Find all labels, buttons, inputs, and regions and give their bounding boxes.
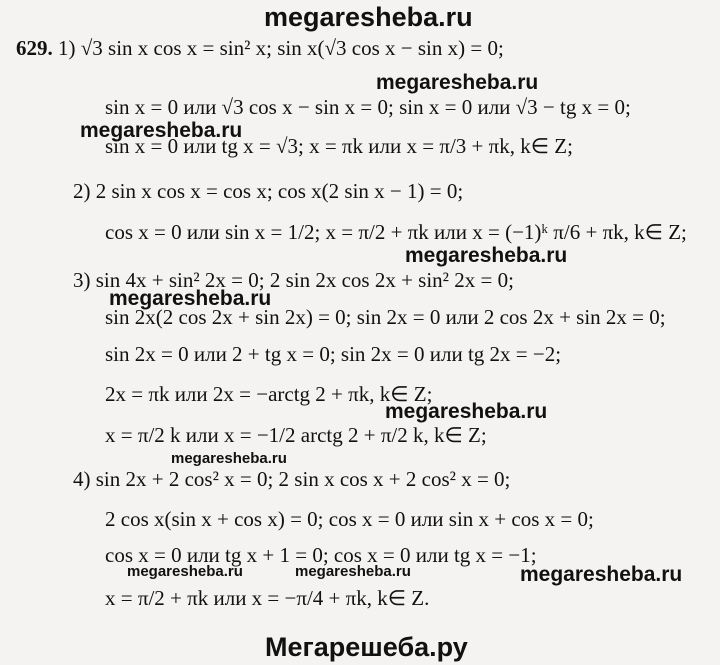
watermark: megaresheba.ru [171,450,287,467]
math-line: cos x = 0 или tg x + 1 = 0; cos x = 0 или tg x = −1; [105,543,537,567]
watermark: megaresheba.ru [520,563,683,586]
watermark: megaresheba.ru [385,400,548,423]
math-line: x = π/2 k или x = −1/2 arctg 2 + π/2 k, k∈ Z; [105,423,487,447]
watermark-bottom: Мегарешеба.ру [265,632,468,662]
math-line: sin 2x(2 cos 2x + sin 2x) = 0; sin 2x = 0 или 2 cos 2x + sin 2x = 0; [105,305,666,329]
watermark-top: megaresheba.ru [264,2,473,32]
math-line: sin 2x = 0 или 2 + tg x = 0; sin 2x = 0 или tg 2x = −2; [105,342,562,366]
watermark: megaresheba.ru [376,71,539,94]
watermark: megaresheba.ru [127,563,243,580]
watermark: megaresheba.ru [109,287,272,310]
watermark: megaresheba.ru [405,244,568,267]
watermark: megaresheba.ru [80,119,243,142]
problem-line-1 [16,38,504,59]
math-line: cos x = 0 или sin x = 1/2; x = π/2 + πk или x = (−1)ᵏ π/6 + πk, k∈ Z; [105,220,687,244]
math-line: x = π/2 + πk или x = −π/4 + πk, k∈ Z. [105,586,430,610]
math-line: 2 cos x(sin x + cos x) = 0; cos x = 0 или sin x + cos x = 0; [105,507,594,531]
math-line: 2x = πk или 2x = −arctg 2 + πk, k∈ Z; [105,382,433,406]
math-line: 3) sin 4x + sin² 2x = 0; 2 sin 2x cos 2x + sin² 2x = 0; [73,268,514,292]
math-line: 2) 2 sin x cos x = cos x; cos x(2 sin x − 1) = 0; [73,179,464,203]
watermark: megaresheba.ru [295,563,411,580]
math-line: sin x = 0 или √3 cos x − sin x = 0; sin x = 0 или √3 − tg x = 0; [105,95,631,119]
math-line: 4) sin 2x + 2 cos² x = 0; 2 sin x cos x + 2 cos² x = 0; [73,467,511,491]
math-line: sin x = 0 или tg x = √3; x = πk или x = π/3 + πk, k∈ Z; [105,134,573,158]
math-line: 1) √3 sin x cos x = sin² x; sin x(√3 cos x − sin x) = 0; [58,36,504,60]
problem-number: 629. [16,36,53,60]
